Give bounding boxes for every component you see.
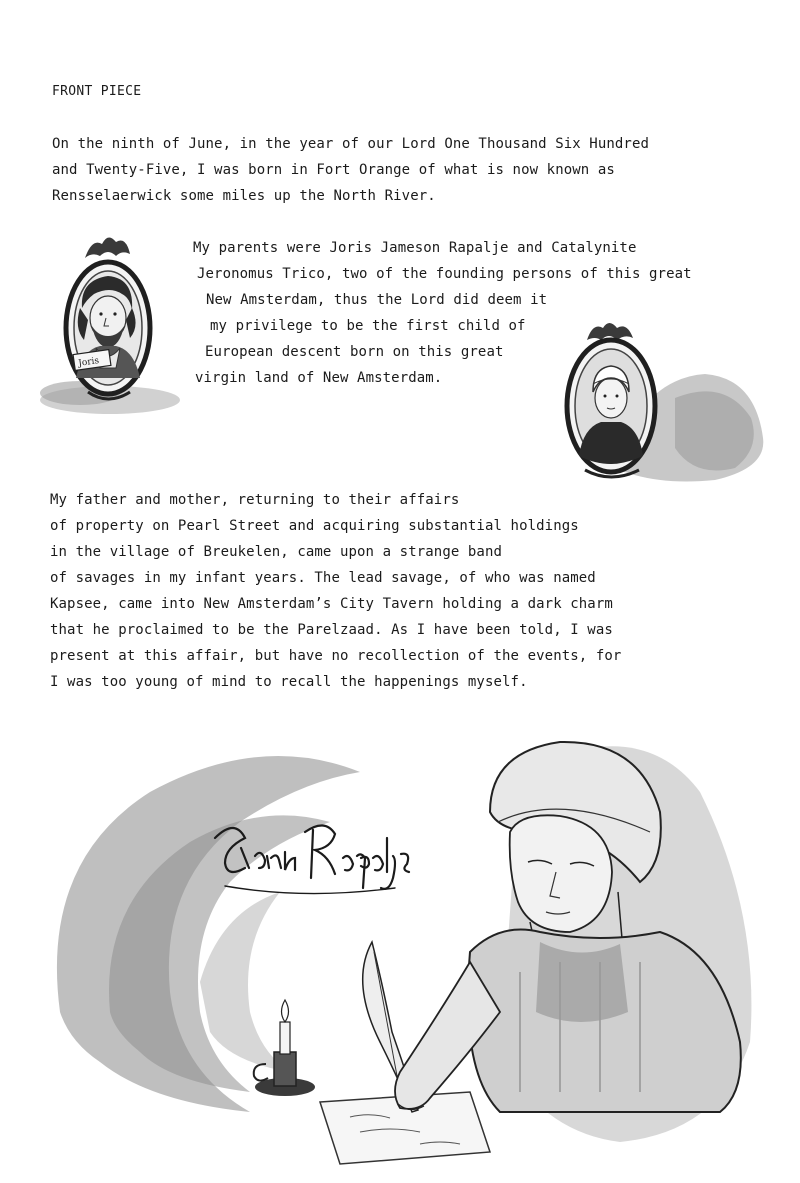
parents-line: New Amsterdam, thus the Lord did deem it	[206, 292, 548, 308]
father-line: present at this affair, but have no recollection of the events, for	[50, 648, 622, 664]
page-heading: FRONT PIECE	[52, 84, 142, 99]
father-line: of savages in my infant years. The lead savage, of who was named	[50, 570, 596, 586]
intro-line: On the ninth of June, in the year of our Lord One Thousand Six Hundred	[52, 136, 650, 152]
sarah-writing-illustration	[0, 712, 800, 1183]
portrait-father-illustration	[30, 228, 190, 418]
intro-line: and Twenty-Five, I was born in Fort Orange of what is now known as	[52, 162, 615, 178]
father-line: I was too young of mind to recall the happenings myself.	[50, 674, 528, 690]
father-line: that he proclaimed to be the Parelzaad. As I have been told, I was	[50, 622, 613, 638]
parents-line: Jeronomus Trico, two of the founding persons of this great	[197, 266, 692, 282]
portrait-mother-illustration	[555, 318, 770, 488]
father-line: of property on Pearl Street and acquiring substantial holdings	[50, 518, 579, 534]
portrait-father-label: Joris	[77, 356, 100, 369]
father-line: in the village of Breukelen, came upon a strange band	[50, 544, 503, 560]
father-line: Kapsee, came into New Amsterdam’s City Tavern holding a dark charm	[50, 596, 613, 612]
parents-line: my privilege to be the first child of	[210, 318, 526, 334]
father-line: My father and mother, returning to their affairs	[50, 492, 460, 508]
parents-line: European descent born on this great	[205, 344, 504, 360]
intro-line: Rensselaerwick some miles up the North River.	[52, 188, 436, 204]
parents-line: virgin land of New Amsterdam.	[195, 370, 443, 386]
parents-line: My parents were Joris Jameson Rapalje and Catalynite	[193, 240, 637, 256]
sarah-rapalje-signature	[205, 808, 420, 908]
